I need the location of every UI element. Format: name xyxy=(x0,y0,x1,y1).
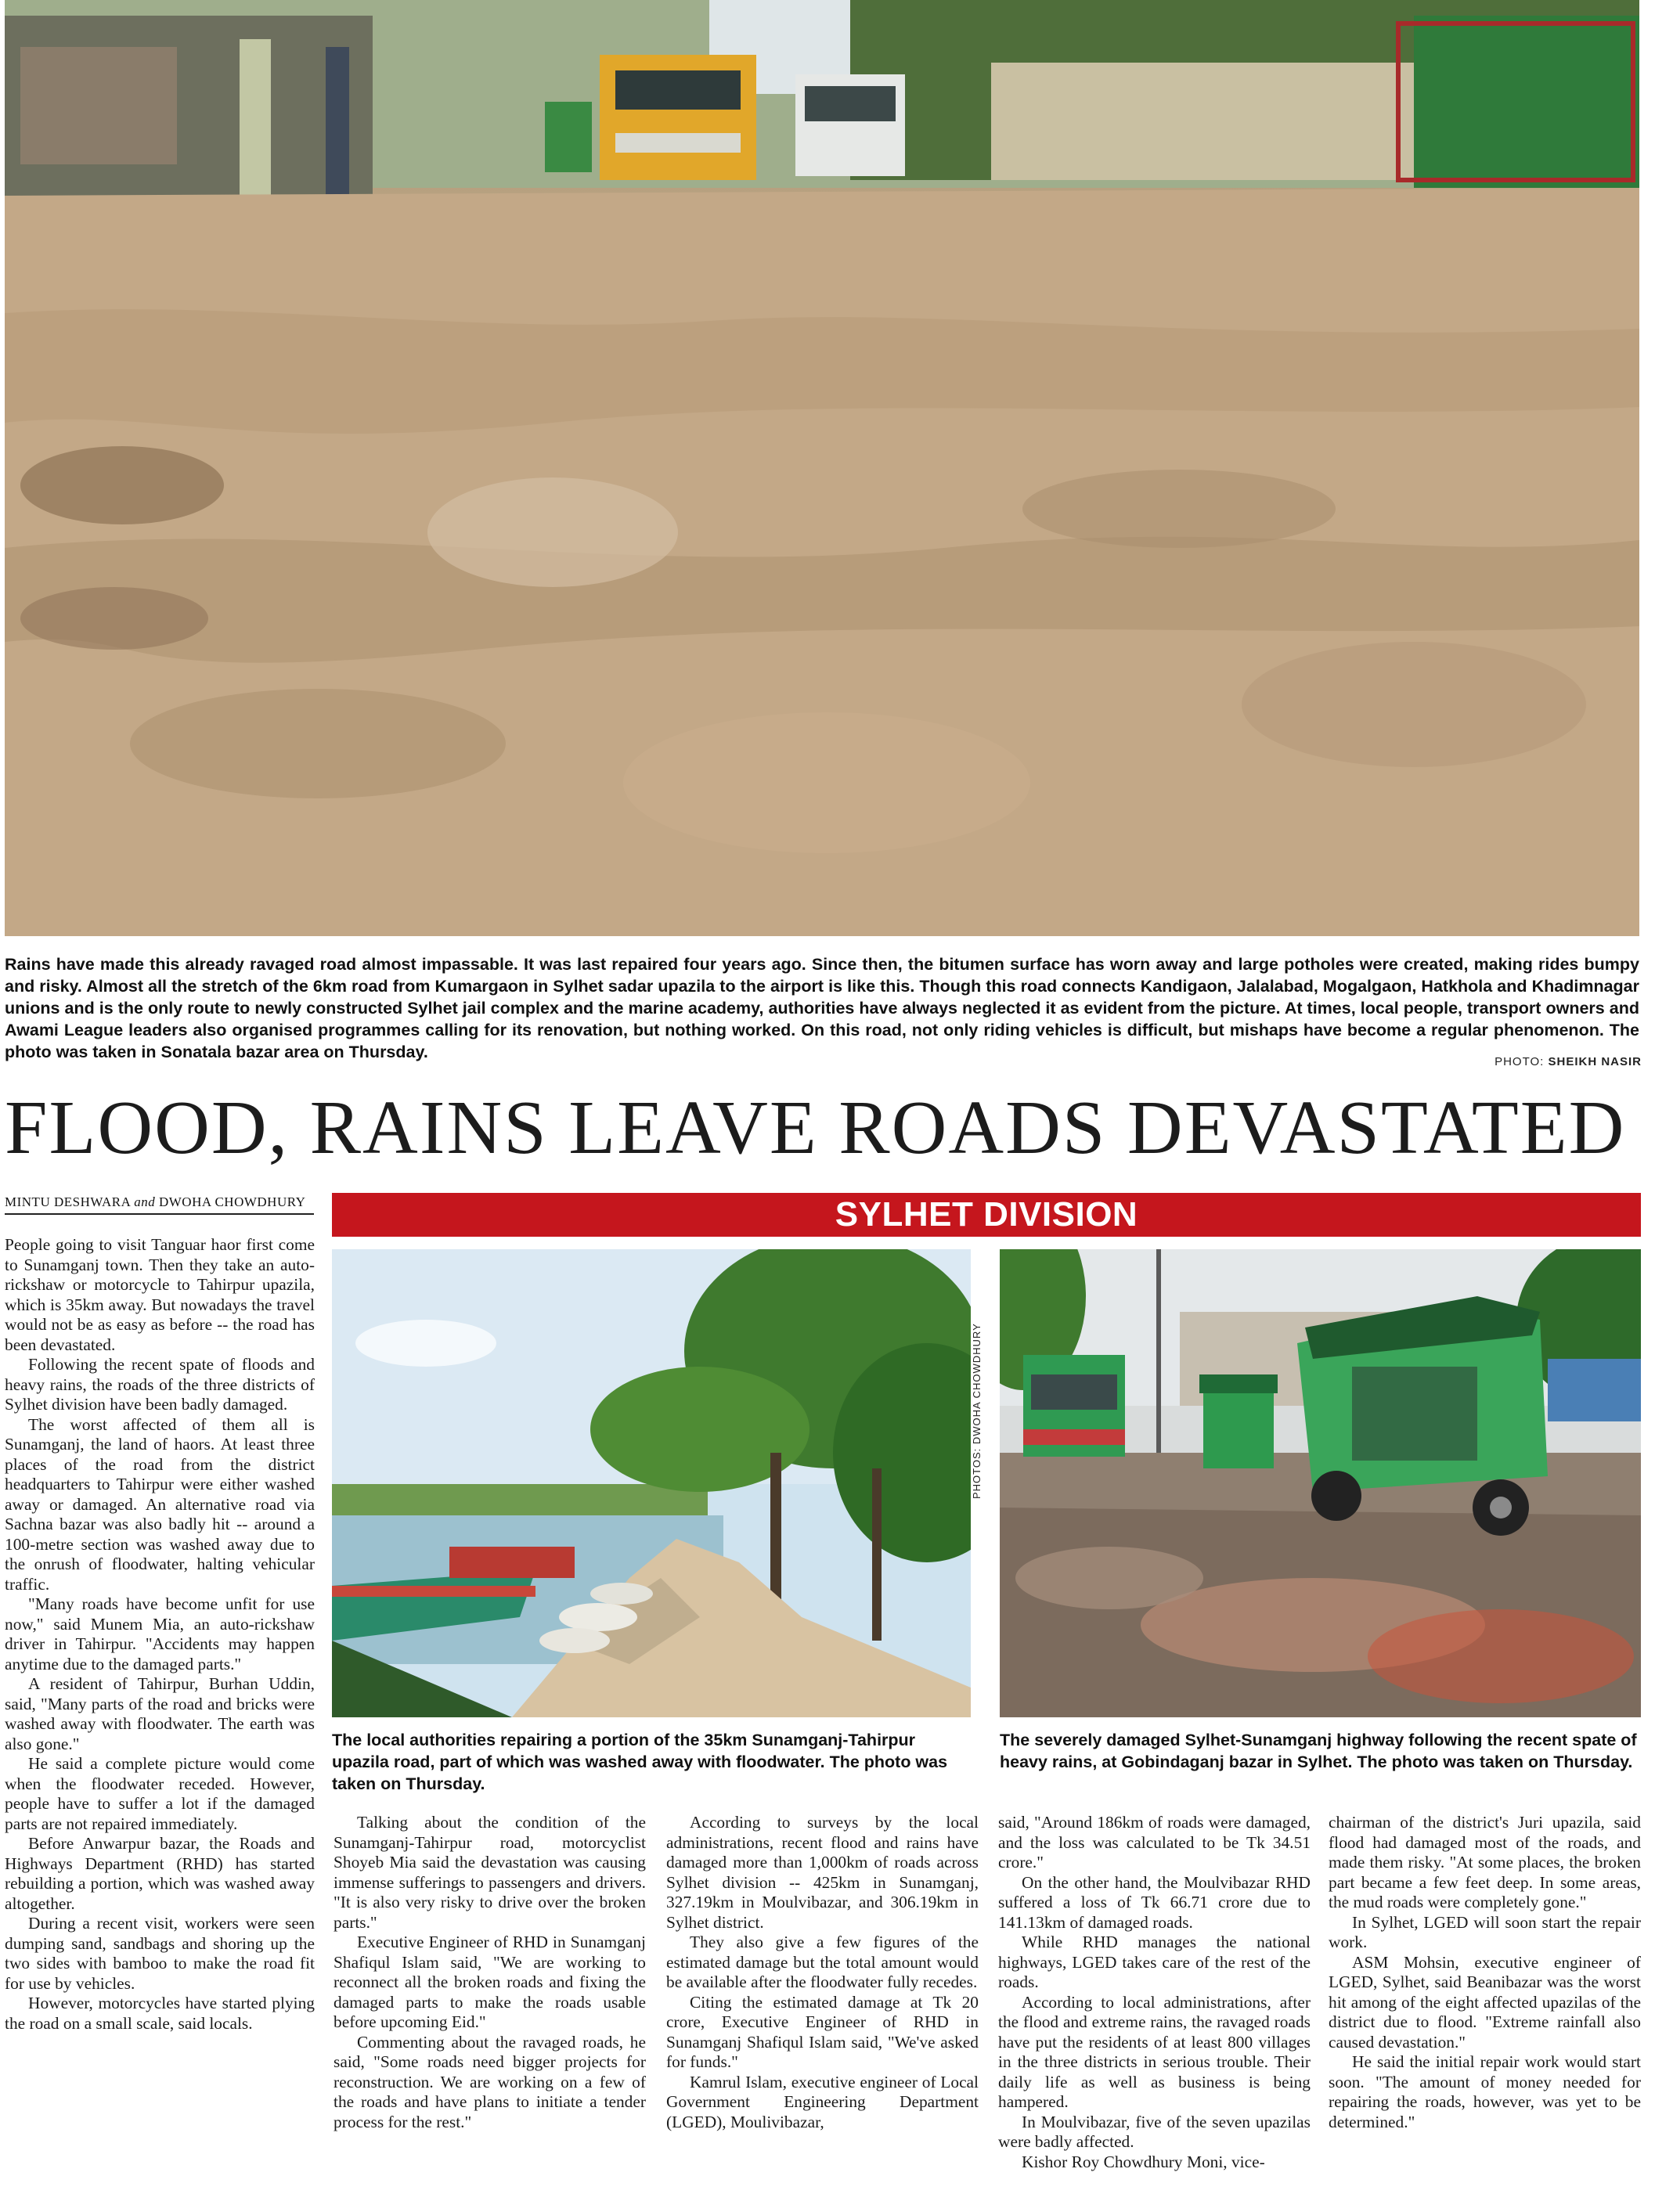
top-photo-illustration xyxy=(5,0,1639,936)
top-photo-credit xyxy=(1495,1055,1642,1068)
column-1-paragraph-6: He said a complete picture would come when the floodwater receded. However, people have to suffer a lot if the damaged parts are not repaired immediately. xyxy=(5,1754,315,1833)
photos-vertical-credit: PHOTOS: DWOHA CHOWDHURY xyxy=(971,1323,983,1499)
column-2-paragraph-1: Talking about the condition of the Sunamganj-Tahirpur road, motorcyclist Shoyeb Mia said the devastation was causing immense sufferings to passengers and drivers. "It is also very risky to drive over the broken parts." xyxy=(334,1813,646,1932)
article-column-5 xyxy=(1329,1813,1641,2132)
column-3-paragraph-1: According to surveys by the local administrations, recent flood and rains have damaged more than 1,000km of roads across Sylhet division -- 425km in Sunamganj, 327.19km in Moulvibazar, and 306.19km in Sylhet district. xyxy=(666,1813,979,1932)
column-4-paragraph-2: On the other hand, the Moulvibazar RHD suffered a loss of Tk 66.71 crore due to 141.13km of damaged roads. xyxy=(998,1872,1311,1932)
column-1-paragraph-3: The worst affected of them all is Sunamganj, the land of haors. At least three places of the road from the district headquarters to Tahirpur were either washed away or damaged. An alternative road via Sachna bazar was also badly hit -- around a 100-metre section was washed away due to the onrush of floodwater, halting vehicular traffic. xyxy=(5,1414,315,1594)
column-1-paragraph-4: "Many roads have become unfit for use now," said Munem Mia, an auto-rickshaw driver in Tahirpur. "Accidents may happen anytime due to the damaged parts." xyxy=(5,1594,315,1673)
column-5-paragraph-4: He said the initial repair work would start soon. "The amount of money needed for repairing the roads, however, was yet to be determined." xyxy=(1329,2052,1641,2131)
column-1-paragraph-8: During a recent visit, workers were seen dumping sand, sandbags and shoring up the two sides with bamboo to make the road fit for use by vehicles. xyxy=(5,1914,315,1993)
column-4-paragraph-3: While RHD manages the national highways, LGED takes care of the rest of the roads. xyxy=(998,1933,1311,1991)
column-1-paragraph-7: Before Anwarpur bazar, the Roads and Highways Department (RHD) has started rebuilding a portion, which was washed away altogether. xyxy=(5,1834,315,1913)
byline xyxy=(5,1194,314,1215)
photo-right-caption: The severely damaged Sylhet-Sunamganj highway following the recent spate of heavy rains, at Gobindaganj bazar in Sylhet. The photo was taken on Thursday. xyxy=(1000,1731,1637,1771)
column-1-paragraph-9: However, motorcycles have started plying the road on a small scale, said locals. xyxy=(5,1994,315,2033)
top-photo-caption: Rains have made this already ravaged road almost impassable. It was last repaired four years ago. Since then, the bitumen surface has worn away and large potholes were created, making rides bumpy and risky. Almost all the stretch of the 6km road from Kumargaon in Sylhet sadar upazila to the airport is like this. Though this road connects Kandigaon, Jalalabad, Mogalgaon, Hatkhola and Khadimnagar unions and is the only route to newly constructed Sylhet jail complex and the marine academy, authorities have always neglected it as evident from the picture. At times, local people, transport owners and Awami League leaders also organised programmes calling for its renovation, but nothing worked. On this road, not only riding vehicles is difficult, but mishaps have become a regular phenomenon. The photo was taken in Sonatala bazar area on Thursday. xyxy=(5,955,1639,1061)
column-3-paragraph-2: They also give a few figures of the estimated damage but the total amount would be available after the floodwater fully recedes. xyxy=(666,1933,979,1991)
column-3-paragraph-3: Citing the estimated damage at Tk 20 crore, Executive Engineer of RHD in Sunamganj Shafiqul Islam said, "We've asked for funds." xyxy=(666,1992,979,2071)
top-photo-credit-name: SHEIKH NASIR xyxy=(1548,1055,1642,1068)
column-1-paragraph-1: People going to visit Tanguar haor first come to Sunamganj town. Then they take an auto-rickshaw or motorcycle to Tahirpur upazila, which is 35km away. But nowadays the travel would not be as easy as before -- the road has been devastated. xyxy=(5,1235,315,1354)
column-3-paragraph-4: Kamrul Islam, executive engineer of Local Government Engineering Department (LGED), Moulivibazar, xyxy=(666,2072,979,2131)
column-1-paragraph-5: A resident of Tahirpur, Burhan Uddin, said, "Many parts of the road and bricks were washed away with floodwater. The earth was also gone." xyxy=(5,1674,315,1753)
column-4-paragraph-5: In Moulvibazar, five of the seven upazilas were badly affected. xyxy=(998,2112,1311,2151)
byline-conjunction: and xyxy=(134,1194,156,1209)
photo-left-caption: The local authorities repairing a portion of the 35km Sunamganj-Tahirpur upazila road, part of which was washed away with floodwater. The photo was taken on Thursday. xyxy=(332,1731,948,1793)
photo-sylhet-sunamganj-highway xyxy=(1000,1249,1641,1717)
article-column-3 xyxy=(666,1813,979,2132)
article-column-4 xyxy=(998,1813,1311,2172)
column-2-paragraph-2: Executive Engineer of RHD in Sunamganj Shafiqul Islam said, "We are working to reconnect all the broken roads and fixing the damaged parts to make the roads usable before upcoming Eid." xyxy=(334,1933,646,2031)
byline-author-2: DWOHA CHOWDHURY xyxy=(158,1194,306,1209)
column-5-paragraph-3: ASM Mohsin, executive engineer of LGED, Sylhet, said Beanibazar was the worst hit among of the eight affected upazilas of the district due to flood. "Extreme rainfall also caused devastation." xyxy=(1329,1952,1641,2052)
headline: FLOOD, RAINS LEAVE ROADS DEVASTATED xyxy=(5,1086,1626,1170)
column-5-paragraph-1: chairman of the district's Juri upazila, said flood had damaged most of the roads, and made them risky. "At some places, the broken part became a few feet deep. In some areas, the mud roads were completely gone." xyxy=(1329,1813,1641,1911)
photo-sunamganj-tahirpur-road xyxy=(332,1249,971,1717)
top-photo-muddy-road xyxy=(5,0,1639,936)
article-column-2 xyxy=(334,1813,646,2132)
section-banner: SYLHET DIVISION xyxy=(332,1193,1641,1237)
column-4-paragraph-6: Kishor Roy Chowdhury Moni, vice- xyxy=(1022,2152,1265,2171)
column-2-paragraph-3: Commenting about the ravaged roads, he said, "Some roads need bigger projects for reconstruction. We are working on a few of the roads and have plans to initiate a tender process for the rest." xyxy=(334,2032,646,2131)
column-4-paragraph-1: said, "Around 186km of roads were damaged, and the loss was calculated to be Tk 34.51 crore." xyxy=(998,1813,1311,1872)
column-1-paragraph-2: Following the recent spate of floods and heavy rains, the roads of the three districts of Sylhet division have been badly damaged. xyxy=(5,1355,315,1414)
article-column-1 xyxy=(5,1235,315,2034)
column-4-paragraph-4: According to local administrations, after the flood and extreme rains, the ravaged roads have put the residents of at least 800 villages in the three districts in serious trouble. Their daily life as well as business is being hampered. xyxy=(998,1992,1311,2111)
photo-right-illustration xyxy=(1000,1249,1641,1717)
photo-left-illustration xyxy=(332,1249,971,1717)
column-5-paragraph-2: In Sylhet, LGED will soon start the repair work. xyxy=(1329,1912,1641,1951)
top-photo-credit-label: PHOTO: xyxy=(1495,1055,1545,1068)
byline-author-1: MINTU DESHWARA xyxy=(5,1194,131,1209)
